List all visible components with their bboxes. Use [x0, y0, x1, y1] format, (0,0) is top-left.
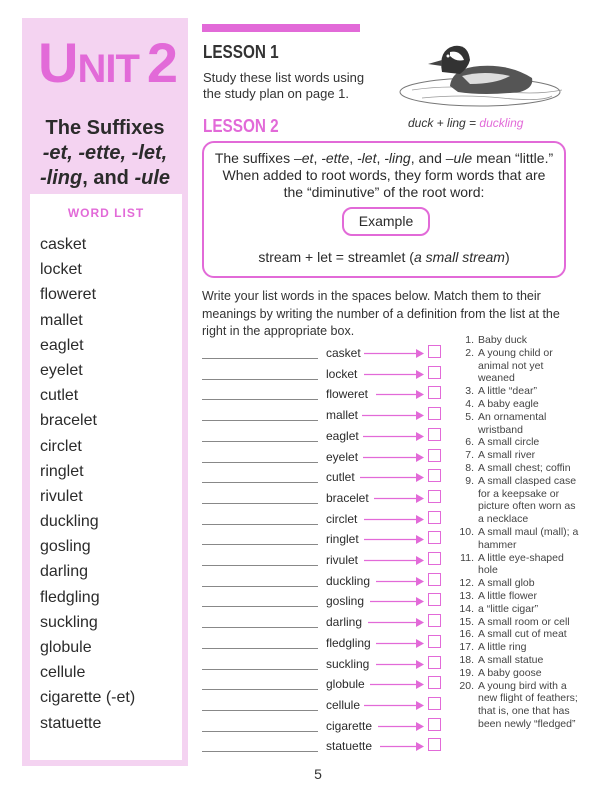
answer-blank-input[interactable]	[202, 379, 318, 380]
match-word: rivulet	[326, 553, 359, 567]
match-word: eaglet	[326, 428, 359, 443]
suffix-ling: -ling	[39, 167, 83, 189]
word-list-item: mallet	[40, 311, 83, 329]
definition-number: 1.	[465, 334, 474, 346]
rule-comma-1: ,	[313, 150, 322, 166]
word-list-item: rivulet	[40, 487, 83, 505]
word-list-item: darling	[40, 563, 89, 581]
answer-number-box[interactable]	[428, 531, 441, 544]
match-word: suckling	[326, 656, 370, 671]
match-word: floweret	[326, 387, 369, 402]
answer-number-box[interactable]	[428, 676, 441, 689]
definition-text: a “little cigar”	[478, 602, 539, 615]
unit-number: 2	[146, 31, 178, 94]
answer-blank-input[interactable]	[202, 689, 318, 690]
rule-comma-3: ,	[376, 150, 385, 166]
definition-item	[458, 616, 580, 629]
answer-blank-input[interactable]	[202, 462, 318, 463]
rule-text-a: The suffixes	[214, 150, 294, 166]
answer-blank-input[interactable]	[202, 627, 318, 628]
definition-number: 20.	[459, 679, 474, 692]
match-word: cigarette	[326, 718, 373, 733]
example-label: Example	[342, 207, 430, 236]
suffix-title-line1: The Suffixes	[45, 117, 165, 139]
word-list-item: fledgling	[40, 588, 100, 606]
rule-suffix-ling: -ling	[384, 150, 411, 166]
answer-number-box[interactable]	[428, 490, 441, 503]
word-list-item: casket	[40, 236, 87, 253]
answer-number-box[interactable]	[428, 697, 441, 710]
match-word: mallet	[326, 408, 359, 423]
definition-text: A small cut of meat	[478, 628, 567, 641]
lesson1-instructions: Study these list words using the study plan on page 1.	[203, 70, 365, 101]
answer-blank-input[interactable]	[202, 441, 318, 442]
page-number-text: 5	[314, 766, 322, 782]
rule-suffix-ette: -ette	[321, 150, 350, 166]
match-word: ringlet	[326, 532, 359, 547]
rule-suffix-et: –et	[293, 150, 314, 166]
definition-text: A young child or animal not yet weaned	[478, 346, 553, 385]
definition-text: A baby goose	[478, 666, 542, 679]
answer-number-box[interactable]	[428, 738, 441, 751]
match-word: circlet	[326, 511, 358, 526]
suffix-title-line3	[30, 166, 180, 191]
word-list-item: floweret	[40, 286, 97, 304]
answer-number-box[interactable]	[428, 345, 441, 358]
answer-number-box[interactable]	[428, 366, 441, 379]
definition-text: A small clasped case for a keepsake or picture often worn as a necklace	[478, 474, 577, 526]
answer-number-box[interactable]	[428, 552, 441, 565]
definition-item	[458, 462, 580, 475]
answer-number-box[interactable]	[428, 593, 441, 606]
definition-item	[458, 449, 580, 462]
answer-blank-input[interactable]	[202, 669, 318, 670]
definition-item	[458, 334, 580, 347]
suffix-title-line2: -et, -ette, -let,	[42, 142, 168, 164]
example-equation	[204, 249, 564, 265]
answer-blank-input[interactable]	[202, 751, 318, 752]
word-list-item: eyelet	[40, 361, 83, 379]
answer-blank-input[interactable]	[202, 731, 318, 732]
rule-and: , and	[410, 150, 446, 166]
word-list-item: eaglet	[40, 336, 84, 354]
arrow-icon	[364, 555, 424, 566]
word-list-item: cigarette (-et)	[40, 689, 136, 707]
definition-number: 6.	[465, 436, 474, 449]
definition-number: 16.	[459, 628, 474, 641]
top-accent-bar	[202, 24, 360, 32]
answer-blank-input[interactable]	[202, 482, 318, 483]
example-meaning: a small stream	[413, 249, 505, 265]
match-word: duckling	[326, 573, 371, 588]
definition-text: A small glob	[478, 577, 535, 590]
duck-equation	[408, 116, 523, 130]
definition-item	[458, 577, 580, 590]
definition-text: Baby duck	[478, 334, 528, 346]
match-row	[0, 737, 600, 757]
definition-item	[458, 398, 580, 411]
unit-title-rest: NIT	[77, 47, 139, 91]
answer-blank-input[interactable]	[202, 606, 318, 607]
duck-equation-base: duck + ling =	[408, 116, 480, 130]
definition-item	[458, 680, 580, 731]
definition-number: 7.	[465, 449, 474, 462]
definition-number: 2.	[465, 346, 474, 359]
example-equation-text: stream + let = streamlet (	[258, 249, 414, 265]
answer-blank-input[interactable]	[202, 503, 318, 504]
arrow-icon	[376, 659, 424, 670]
definition-item	[458, 552, 580, 578]
definition-number: 15.	[459, 615, 474, 628]
definition-item	[458, 436, 580, 449]
suffix-title	[30, 116, 180, 191]
definition-item	[458, 411, 580, 437]
arrow-icon	[363, 452, 424, 463]
match-word: cutlet	[326, 470, 355, 485]
arrow-icon	[376, 638, 424, 649]
answer-blank-input[interactable]	[202, 524, 318, 525]
duck-illustration-icon	[392, 26, 572, 116]
definition-text: An ornamental wristband	[478, 410, 547, 436]
arrow-icon	[374, 493, 424, 504]
word-list-item: circlet	[40, 437, 82, 455]
answer-blank-input[interactable]	[202, 420, 318, 421]
definition-number: 11.	[460, 551, 474, 564]
match-word: locket	[326, 366, 358, 381]
word-list-item: bracelet	[40, 412, 97, 430]
answer-blank-input[interactable]	[202, 358, 318, 359]
word-list-item: suckling	[40, 613, 98, 631]
match-word: globule	[326, 677, 365, 692]
word-list-item: cellule	[40, 664, 86, 682]
definition-text: A small maul (mall); a hammer	[478, 525, 579, 551]
definition-text: A small circle	[478, 436, 540, 449]
arrow-icon	[364, 348, 424, 359]
unit-title-initial: U	[38, 31, 78, 94]
arrow-icon	[362, 410, 424, 421]
definition-number: 9.	[465, 474, 474, 487]
rule-text-b: mean “little.” When added to root words, they form words that are the “diminutive” of the root word:	[222, 150, 554, 200]
rule-box	[202, 141, 566, 278]
definition-item	[458, 667, 580, 680]
word-list-item: cutlet	[40, 387, 79, 405]
match-word: bracelet	[326, 490, 369, 505]
answer-number-box[interactable]	[428, 656, 441, 669]
lesson2-title: LESSON 2	[203, 116, 279, 136]
definition-text: A small chest; coffin	[478, 461, 571, 474]
definition-item	[458, 590, 580, 603]
arrow-icon	[364, 369, 424, 380]
match-word: fledgling	[326, 635, 371, 650]
definition-text: A little ring	[478, 641, 527, 654]
arrow-icon	[360, 472, 424, 483]
definition-number: 3.	[465, 385, 474, 398]
match-word: eyelet	[326, 449, 359, 464]
match-word: cellule	[326, 697, 361, 712]
match-word: casket	[326, 346, 361, 360]
match-word: statuette	[326, 739, 373, 754]
word-list-item: duckling	[40, 513, 99, 531]
definition-item	[458, 603, 580, 616]
definition-item	[458, 654, 580, 667]
arrow-icon	[364, 700, 424, 711]
unit-title	[38, 30, 177, 95]
arrow-icon	[364, 534, 424, 545]
definition-number: 12.	[459, 577, 474, 590]
definition-text: A small statue	[478, 653, 544, 666]
answer-blank-input[interactable]	[202, 586, 318, 587]
match-word: gosling	[326, 594, 365, 609]
arrow-icon	[376, 389, 424, 400]
definition-number: 10.	[459, 525, 474, 538]
definition-text: A small room or cell	[478, 615, 570, 628]
definition-number: 14.	[459, 602, 474, 615]
answer-blank-input[interactable]	[202, 710, 318, 711]
answer-number-box[interactable]	[428, 718, 441, 731]
definition-text: A little “dear”	[478, 385, 537, 398]
definition-text: A young bird with a new flight of feathers; that is, one that has been newly “fledged”	[478, 679, 578, 730]
rule-comma-2: ,	[349, 150, 358, 166]
lesson1-title: LESSON 1	[203, 42, 279, 62]
answer-number-box[interactable]	[428, 635, 441, 648]
word-list-item: ringlet	[40, 462, 84, 480]
definition-item	[458, 628, 580, 641]
definition-item	[458, 347, 580, 385]
answer-number-box[interactable]	[428, 407, 441, 420]
match-word: darling	[326, 615, 363, 630]
word-list-item: gosling	[40, 538, 91, 556]
rule-text	[214, 150, 554, 201]
arrow-icon	[370, 679, 424, 690]
arrow-icon	[380, 741, 424, 752]
rule-suffix-let: -let	[357, 150, 377, 166]
arrow-icon	[364, 514, 424, 525]
suffix-ule: -ule	[134, 167, 170, 189]
definition-text: A little eye-shaped hole	[478, 551, 564, 577]
definition-number: 8.	[465, 461, 474, 474]
word-list-heading: WORD LIST	[67, 206, 145, 220]
answer-number-box[interactable]	[428, 511, 441, 524]
rule-suffix-ule: –ule	[445, 150, 473, 166]
definition-number: 19.	[459, 666, 474, 679]
definition-item	[458, 475, 580, 526]
definition-number: 5.	[465, 410, 474, 423]
definitions-list	[458, 334, 580, 731]
definition-text: A little flower	[478, 589, 537, 602]
definition-number: 18.	[459, 653, 474, 666]
word-list-item: globule	[40, 639, 92, 656]
arrow-icon	[363, 431, 424, 442]
definition-number: 17.	[459, 641, 474, 654]
answer-number-box[interactable]	[428, 469, 441, 482]
definition-item	[458, 526, 580, 552]
suffix-and: , and	[82, 167, 135, 189]
word-list-item: locket	[40, 261, 82, 279]
definition-item	[458, 385, 580, 398]
definition-text: A small river	[478, 449, 536, 462]
answer-number-box[interactable]	[428, 614, 441, 627]
definition-text: A baby eagle	[478, 397, 539, 410]
definition-number: 4.	[465, 397, 474, 410]
arrow-icon	[370, 596, 424, 607]
answer-blank-input[interactable]	[202, 399, 318, 400]
example-close: )	[504, 249, 510, 265]
answer-blank-input[interactable]	[202, 544, 318, 545]
answer-number-box[interactable]	[428, 428, 441, 441]
answer-blank-input[interactable]	[202, 648, 318, 649]
answer-number-box[interactable]	[428, 449, 441, 462]
page-number	[0, 766, 600, 782]
word-list-item: statuette	[40, 714, 102, 732]
answer-blank-input[interactable]	[202, 565, 318, 566]
arrow-icon	[368, 617, 424, 628]
matching-instructions: Write your list words in the spaces below. Match them to their meanings by writing the number of a definition from the list at the right in the appropriate box.	[202, 289, 560, 338]
definition-number: 13.	[459, 589, 474, 602]
answer-number-box[interactable]	[428, 386, 441, 399]
arrow-icon	[378, 721, 424, 732]
arrow-icon	[376, 576, 424, 587]
answer-number-box[interactable]	[428, 573, 441, 586]
duck-equation-result: duckling	[479, 116, 524, 130]
definition-item	[458, 641, 580, 654]
